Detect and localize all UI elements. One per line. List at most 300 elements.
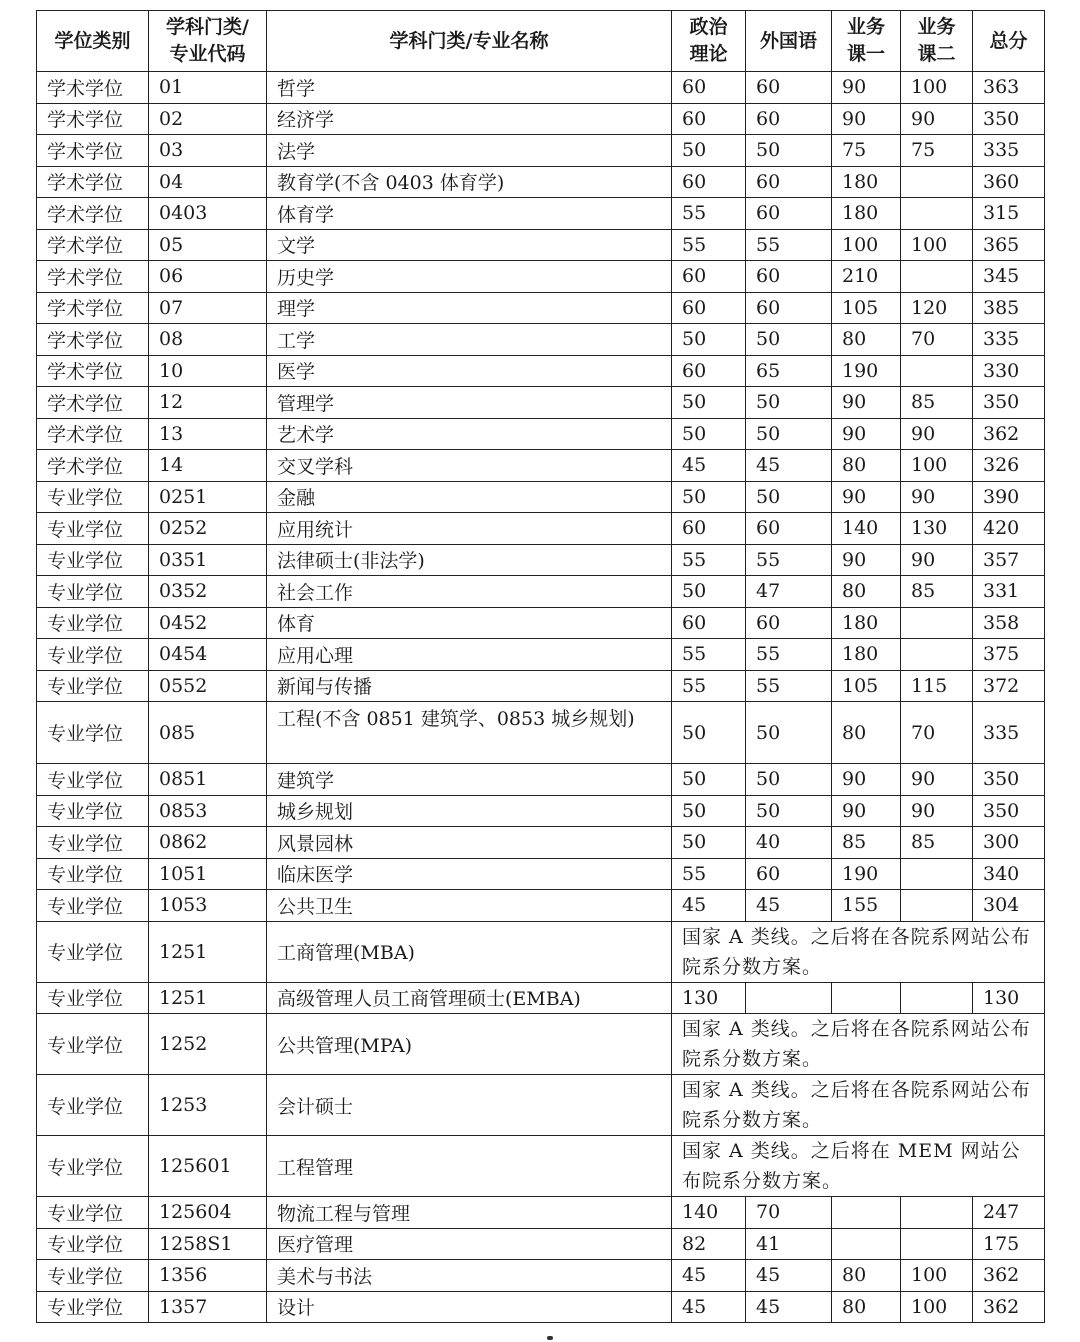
cell-category: 学术学位 xyxy=(37,72,149,104)
cell-course2: 100 xyxy=(901,229,973,261)
table-row xyxy=(37,198,1045,230)
cell-total: 365 xyxy=(973,229,1045,261)
cell-note: 国家 A 类线。之后将在 MEM 网站公布院系分数方案。 xyxy=(672,1136,1045,1197)
cell-course2: 100 xyxy=(901,1260,973,1292)
cell-total: 175 xyxy=(973,1228,1045,1260)
cell-category: 专业学位 xyxy=(37,1291,149,1323)
cell-code: 0454 xyxy=(149,639,267,671)
cell-foreign: 60 xyxy=(746,166,832,198)
cell-foreign: 50 xyxy=(746,135,832,167)
cell-course1: 180 xyxy=(832,639,901,671)
cell-politics: 50 xyxy=(672,764,746,796)
cell-name: 哲学 xyxy=(267,72,672,104)
cell-name: 工学 xyxy=(267,324,672,356)
cell-category: 专业学位 xyxy=(37,1228,149,1260)
table-row xyxy=(37,982,1045,1014)
cell-course2 xyxy=(901,607,973,639)
cell-total: 326 xyxy=(973,450,1045,482)
cell-course1: 80 xyxy=(832,324,901,356)
cell-name: 体育 xyxy=(267,607,672,639)
table-row xyxy=(37,418,1045,450)
cell-course2 xyxy=(901,1228,973,1260)
cell-category: 专业学位 xyxy=(37,1136,149,1197)
cell-course1: 140 xyxy=(832,513,901,545)
cell-name: 新闻与传播 xyxy=(267,670,672,702)
cell-politics: 50 xyxy=(672,576,746,608)
header-politics: 政治 理论 xyxy=(672,11,746,72)
cell-total: 350 xyxy=(973,764,1045,796)
cell-code: 02 xyxy=(149,103,267,135)
table-row xyxy=(37,795,1045,827)
cell-foreign: 40 xyxy=(746,827,832,859)
cell-name: 医学 xyxy=(267,355,672,387)
cell-course1: 90 xyxy=(832,795,901,827)
cell-politics: 45 xyxy=(672,1260,746,1292)
cell-course2 xyxy=(901,982,973,1014)
cell-name: 公共管理(MPA) xyxy=(267,1014,672,1075)
table-row xyxy=(37,544,1045,576)
cell-category: 专业学位 xyxy=(37,670,149,702)
cell-category: 专业学位 xyxy=(37,607,149,639)
cell-name: 临床医学 xyxy=(267,858,672,890)
cell-course1: 80 xyxy=(832,450,901,482)
cell-politics: 130 xyxy=(672,982,746,1014)
cell-code: 1053 xyxy=(149,890,267,922)
table-row xyxy=(37,481,1045,513)
cell-total: 315 xyxy=(973,198,1045,230)
cell-course1: 90 xyxy=(832,387,901,419)
cell-code: 07 xyxy=(149,292,267,324)
cell-code: 01 xyxy=(149,72,267,104)
cell-code: 1251 xyxy=(149,921,267,982)
cell-code: 0252 xyxy=(149,513,267,545)
cell-category: 学术学位 xyxy=(37,198,149,230)
cell-category: 专业学位 xyxy=(37,544,149,576)
table-row xyxy=(37,1136,1045,1197)
cell-category: 学术学位 xyxy=(37,450,149,482)
cell-course2: 100 xyxy=(901,72,973,104)
table-row xyxy=(37,1260,1045,1292)
cell-total: 130 xyxy=(973,982,1045,1014)
cell-code: 0452 xyxy=(149,607,267,639)
cell-code: 1051 xyxy=(149,858,267,890)
cell-category: 学术学位 xyxy=(37,135,149,167)
table-row xyxy=(37,607,1045,639)
cell-category: 专业学位 xyxy=(37,890,149,922)
cell-name: 美术与书法 xyxy=(267,1260,672,1292)
cell-total: 304 xyxy=(973,890,1045,922)
cell-total: 247 xyxy=(973,1197,1045,1229)
cell-politics: 55 xyxy=(672,198,746,230)
cell-name: 艺术学 xyxy=(267,418,672,450)
table-row xyxy=(37,513,1045,545)
table-row xyxy=(37,229,1045,261)
cell-course2: 90 xyxy=(901,764,973,796)
cell-total: 350 xyxy=(973,387,1045,419)
table-body xyxy=(37,72,1045,1323)
cell-name: 文学 xyxy=(267,229,672,261)
cell-name: 体育学 xyxy=(267,198,672,230)
table-row xyxy=(37,324,1045,356)
cell-code: 0853 xyxy=(149,795,267,827)
cell-politics: 55 xyxy=(672,229,746,261)
cell-code: 0552 xyxy=(149,670,267,702)
cell-course1: 105 xyxy=(832,670,901,702)
cell-category: 学术学位 xyxy=(37,355,149,387)
cell-code: 125601 xyxy=(149,1136,267,1197)
cell-course1: 90 xyxy=(832,72,901,104)
cell-foreign: 60 xyxy=(746,858,832,890)
cell-category: 专业学位 xyxy=(37,921,149,982)
cell-code: 1356 xyxy=(149,1260,267,1292)
cell-category: 专业学位 xyxy=(37,827,149,859)
cell-course1: 85 xyxy=(832,827,901,859)
cell-course1: 180 xyxy=(832,198,901,230)
cell-foreign: 50 xyxy=(746,795,832,827)
cell-name: 理学 xyxy=(267,292,672,324)
header-row xyxy=(37,11,1045,72)
cell-category: 学术学位 xyxy=(37,324,149,356)
table-row xyxy=(37,1228,1045,1260)
cell-total: 420 xyxy=(973,513,1045,545)
cell-course2 xyxy=(901,890,973,922)
cell-politics: 50 xyxy=(672,324,746,356)
table-row xyxy=(37,1197,1045,1229)
table-row xyxy=(37,890,1045,922)
cell-total: 360 xyxy=(973,166,1045,198)
cell-course2: 90 xyxy=(901,103,973,135)
cell-course2: 115 xyxy=(901,670,973,702)
cell-course2: 90 xyxy=(901,418,973,450)
cell-politics: 55 xyxy=(672,858,746,890)
table-row xyxy=(37,1075,1045,1136)
cell-name: 法律硕士(非法学) xyxy=(267,544,672,576)
table-row xyxy=(37,702,1045,764)
cell-foreign: 45 xyxy=(746,1260,832,1292)
cell-code: 0403 xyxy=(149,198,267,230)
cell-course1: 180 xyxy=(832,166,901,198)
cell-name: 法学 xyxy=(267,135,672,167)
cell-name: 高级管理人员工商管理硕士(EMBA) xyxy=(267,982,672,1014)
cell-code: 04 xyxy=(149,166,267,198)
cell-code: 1252 xyxy=(149,1014,267,1075)
cell-foreign: 60 xyxy=(746,513,832,545)
cell-category: 专业学位 xyxy=(37,1014,149,1075)
cell-category: 专业学位 xyxy=(37,1075,149,1136)
cell-course2 xyxy=(901,261,973,293)
cell-total: 362 xyxy=(973,418,1045,450)
cell-category: 学术学位 xyxy=(37,166,149,198)
cell-code: 03 xyxy=(149,135,267,167)
cell-course1: 100 xyxy=(832,229,901,261)
header-course1: 业务 课一 xyxy=(832,11,901,72)
cell-foreign: 55 xyxy=(746,544,832,576)
cell-course2 xyxy=(901,858,973,890)
cell-politics: 45 xyxy=(672,1291,746,1323)
cell-total: 335 xyxy=(973,135,1045,167)
cell-course2: 100 xyxy=(901,450,973,482)
cell-politics: 60 xyxy=(672,513,746,545)
cell-politics: 60 xyxy=(672,166,746,198)
cell-politics: 45 xyxy=(672,890,746,922)
cell-category: 学术学位 xyxy=(37,103,149,135)
cell-code: 0862 xyxy=(149,827,267,859)
cell-category: 学术学位 xyxy=(37,418,149,450)
table-row xyxy=(37,764,1045,796)
cell-name: 应用统计 xyxy=(267,513,672,545)
cell-politics: 60 xyxy=(672,261,746,293)
cell-course2: 90 xyxy=(901,481,973,513)
cell-category: 学术学位 xyxy=(37,292,149,324)
table-row xyxy=(37,576,1045,608)
cell-course1: 90 xyxy=(832,544,901,576)
cell-category: 专业学位 xyxy=(37,858,149,890)
table-row xyxy=(37,72,1045,104)
cell-foreign: 60 xyxy=(746,261,832,293)
cell-name: 工程(不含 0851 建筑学、0853 城乡规划) xyxy=(267,702,672,764)
cell-total: 330 xyxy=(973,355,1045,387)
cell-code: 0352 xyxy=(149,576,267,608)
cell-foreign: 60 xyxy=(746,292,832,324)
cell-code: 0351 xyxy=(149,544,267,576)
cell-politics: 50 xyxy=(672,827,746,859)
table-row xyxy=(37,166,1045,198)
cell-foreign: 60 xyxy=(746,72,832,104)
cell-code: 10 xyxy=(149,355,267,387)
cell-politics: 60 xyxy=(672,292,746,324)
cell-foreign: 55 xyxy=(746,670,832,702)
cell-course1: 210 xyxy=(832,261,901,293)
cell-course1: 105 xyxy=(832,292,901,324)
cell-foreign xyxy=(746,982,832,1014)
table-row xyxy=(37,355,1045,387)
cell-course2 xyxy=(901,198,973,230)
cell-foreign: 41 xyxy=(746,1228,832,1260)
cell-category: 专业学位 xyxy=(37,1260,149,1292)
cell-politics: 60 xyxy=(672,355,746,387)
cell-politics: 50 xyxy=(672,481,746,513)
table-row xyxy=(37,103,1045,135)
cell-name: 工商管理(MBA) xyxy=(267,921,672,982)
cell-total: 363 xyxy=(973,72,1045,104)
cell-category: 专业学位 xyxy=(37,639,149,671)
cell-name: 历史学 xyxy=(267,261,672,293)
table-row xyxy=(37,1291,1045,1323)
cell-foreign: 70 xyxy=(746,1197,832,1229)
scan-mark xyxy=(547,1336,553,1340)
cell-category: 专业学位 xyxy=(37,795,149,827)
cell-foreign: 50 xyxy=(746,481,832,513)
cell-foreign: 65 xyxy=(746,355,832,387)
cell-foreign: 60 xyxy=(746,103,832,135)
cell-code: 085 xyxy=(149,702,267,764)
cell-code: 0251 xyxy=(149,481,267,513)
cell-foreign: 60 xyxy=(746,607,832,639)
cell-course2: 90 xyxy=(901,795,973,827)
cell-course1 xyxy=(832,1228,901,1260)
header-foreign: 外国语 xyxy=(746,11,832,72)
cell-name: 经济学 xyxy=(267,103,672,135)
cell-politics: 60 xyxy=(672,103,746,135)
header-category: 学位类别 xyxy=(37,11,149,72)
cell-category: 学术学位 xyxy=(37,387,149,419)
cell-politics: 82 xyxy=(672,1228,746,1260)
cell-name: 交叉学科 xyxy=(267,450,672,482)
cell-foreign: 55 xyxy=(746,639,832,671)
cell-name: 管理学 xyxy=(267,387,672,419)
cell-politics: 50 xyxy=(672,387,746,419)
cell-course2: 85 xyxy=(901,387,973,419)
table-row xyxy=(37,387,1045,419)
cell-course1: 190 xyxy=(832,858,901,890)
cell-foreign: 45 xyxy=(746,450,832,482)
cell-course2: 120 xyxy=(901,292,973,324)
cell-course2 xyxy=(901,166,973,198)
table-row xyxy=(37,292,1045,324)
cell-name: 物流工程与管理 xyxy=(267,1197,672,1229)
cell-politics: 45 xyxy=(672,450,746,482)
cell-foreign: 50 xyxy=(746,418,832,450)
cell-foreign: 45 xyxy=(746,1291,832,1323)
header-code: 学科门类/ 专业代码 xyxy=(149,11,267,72)
table-row xyxy=(37,450,1045,482)
cell-total: 390 xyxy=(973,481,1045,513)
cell-name: 教育学(不含 0403 体育学) xyxy=(267,166,672,198)
cell-course1: 75 xyxy=(832,135,901,167)
cell-code: 13 xyxy=(149,418,267,450)
cell-foreign: 60 xyxy=(746,198,832,230)
cell-category: 学术学位 xyxy=(37,261,149,293)
cell-course1: 80 xyxy=(832,1260,901,1292)
cell-total: 358 xyxy=(973,607,1045,639)
cell-name: 金融 xyxy=(267,481,672,513)
cell-name: 公共卫生 xyxy=(267,890,672,922)
table-row xyxy=(37,921,1045,982)
table-row xyxy=(37,1014,1045,1075)
cell-course2: 70 xyxy=(901,324,973,356)
cell-category: 专业学位 xyxy=(37,576,149,608)
cell-course1: 180 xyxy=(832,607,901,639)
cell-course1: 190 xyxy=(832,355,901,387)
cell-category: 专业学位 xyxy=(37,702,149,764)
cell-total: 362 xyxy=(973,1260,1045,1292)
table-row xyxy=(37,639,1045,671)
cell-foreign: 50 xyxy=(746,324,832,356)
cell-category: 专业学位 xyxy=(37,982,149,1014)
cell-course1 xyxy=(832,1197,901,1229)
cell-foreign: 45 xyxy=(746,890,832,922)
header-total: 总分 xyxy=(973,11,1045,72)
cell-note: 国家 A 类线。之后将在各院系网站公布院系分数方案。 xyxy=(672,1014,1045,1075)
cell-category: 专业学位 xyxy=(37,1197,149,1229)
cell-course1 xyxy=(832,982,901,1014)
cell-course2 xyxy=(901,639,973,671)
cell-code: 1357 xyxy=(149,1291,267,1323)
cell-code: 14 xyxy=(149,450,267,482)
cell-total: 350 xyxy=(973,795,1045,827)
cell-total: 350 xyxy=(973,103,1045,135)
cell-total: 335 xyxy=(973,324,1045,356)
cell-course2: 85 xyxy=(901,576,973,608)
cell-foreign: 55 xyxy=(746,229,832,261)
cell-politics: 50 xyxy=(672,702,746,764)
cell-total: 372 xyxy=(973,670,1045,702)
cell-name: 设计 xyxy=(267,1291,672,1323)
cell-course1: 80 xyxy=(832,702,901,764)
cell-politics: 50 xyxy=(672,135,746,167)
cell-course1: 90 xyxy=(832,764,901,796)
cell-total: 300 xyxy=(973,827,1045,859)
table-row xyxy=(37,858,1045,890)
cell-total: 335 xyxy=(973,702,1045,764)
cell-politics: 140 xyxy=(672,1197,746,1229)
cell-name: 工程管理 xyxy=(267,1136,672,1197)
table-row xyxy=(37,261,1045,293)
cell-total: 357 xyxy=(973,544,1045,576)
cell-course2: 70 xyxy=(901,702,973,764)
cell-total: 385 xyxy=(973,292,1045,324)
header-course2: 业务 课二 xyxy=(901,11,973,72)
cell-code: 1253 xyxy=(149,1075,267,1136)
cell-politics: 50 xyxy=(672,795,746,827)
cell-total: 375 xyxy=(973,639,1045,671)
cell-code: 0851 xyxy=(149,764,267,796)
score-table xyxy=(36,10,1045,1323)
table-row xyxy=(37,827,1045,859)
cell-name: 风景园林 xyxy=(267,827,672,859)
cell-politics: 50 xyxy=(672,418,746,450)
cell-course1: 90 xyxy=(832,418,901,450)
cell-code: 1251 xyxy=(149,982,267,1014)
header-name: 学科门类/专业名称 xyxy=(267,11,672,72)
cell-politics: 55 xyxy=(672,544,746,576)
cell-name: 会计硕士 xyxy=(267,1075,672,1136)
cell-course1: 90 xyxy=(832,103,901,135)
cell-total: 331 xyxy=(973,576,1045,608)
cell-course2: 75 xyxy=(901,135,973,167)
cell-total: 362 xyxy=(973,1291,1045,1323)
cell-politics: 55 xyxy=(672,639,746,671)
cell-code: 125604 xyxy=(149,1197,267,1229)
cell-course2: 130 xyxy=(901,513,973,545)
table-row xyxy=(37,670,1045,702)
cell-category: 专业学位 xyxy=(37,764,149,796)
cell-foreign: 50 xyxy=(746,387,832,419)
cell-course2: 100 xyxy=(901,1291,973,1323)
cell-name: 城乡规划 xyxy=(267,795,672,827)
cell-category: 学术学位 xyxy=(37,229,149,261)
cell-foreign: 50 xyxy=(746,702,832,764)
cell-code: 12 xyxy=(149,387,267,419)
cell-politics: 55 xyxy=(672,670,746,702)
cell-course1: 80 xyxy=(832,1291,901,1323)
cell-course2 xyxy=(901,1197,973,1229)
cell-total: 340 xyxy=(973,858,1045,890)
cell-code: 05 xyxy=(149,229,267,261)
cell-course1: 155 xyxy=(832,890,901,922)
cell-category: 专业学位 xyxy=(37,513,149,545)
cell-total: 345 xyxy=(973,261,1045,293)
cell-politics: 60 xyxy=(672,607,746,639)
cell-name: 建筑学 xyxy=(267,764,672,796)
cell-foreign: 50 xyxy=(746,764,832,796)
cell-course2: 85 xyxy=(901,827,973,859)
cell-course1: 90 xyxy=(832,481,901,513)
cell-politics: 60 xyxy=(672,72,746,104)
cell-code: 1258S1 xyxy=(149,1228,267,1260)
cell-name: 医疗管理 xyxy=(267,1228,672,1260)
cell-note: 国家 A 类线。之后将在各院系网站公布院系分数方案。 xyxy=(672,921,1045,982)
